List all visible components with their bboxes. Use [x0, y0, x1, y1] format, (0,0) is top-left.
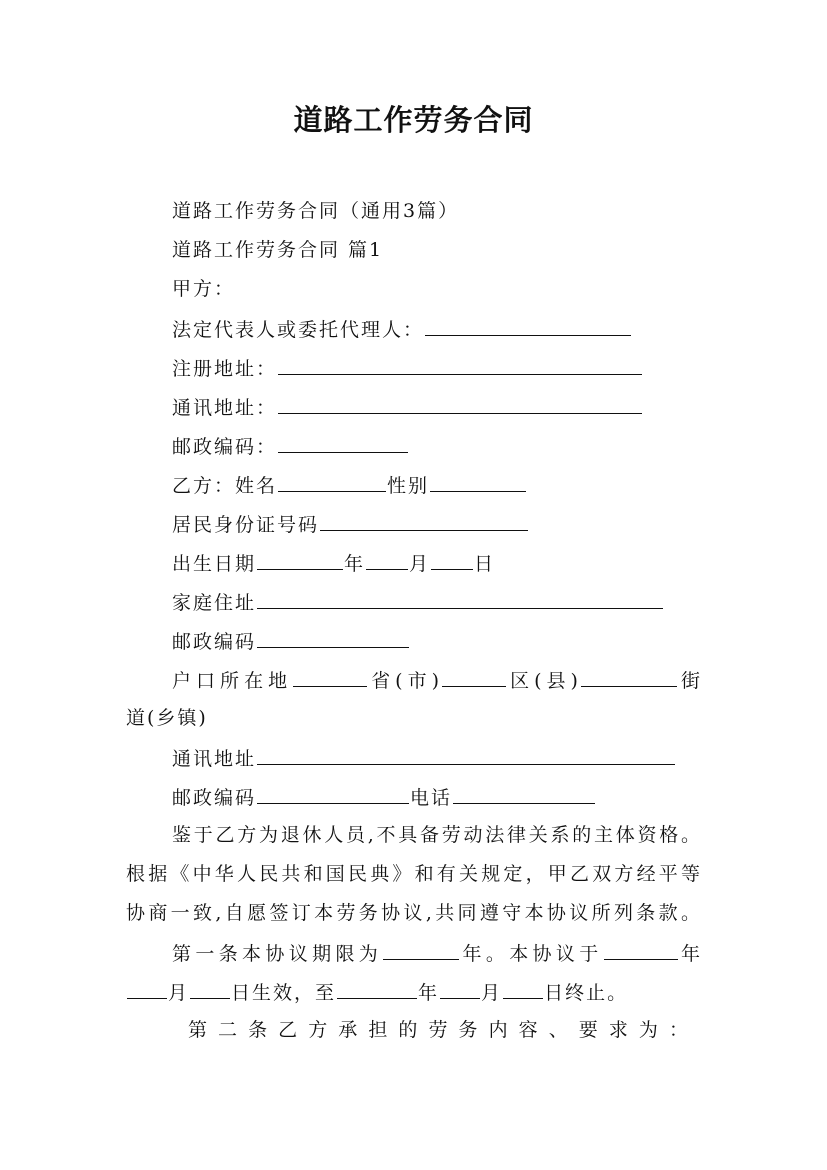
start-year-char: 年	[678, 943, 702, 965]
gender-blank	[430, 469, 526, 492]
end-month-blank	[440, 976, 480, 999]
year-char: 年	[344, 553, 366, 575]
mail-addr-blank	[278, 391, 642, 414]
id-blank	[320, 508, 528, 531]
end-year-blank	[337, 976, 417, 999]
document-title: 道路工作劳务合同	[293, 103, 534, 137]
article2-line: 第二条乙方承担的劳务内容、要求为：	[188, 1019, 690, 1041]
mail-addr-label: 通讯地址：	[172, 397, 278, 419]
art1-b: 年。本协议于	[460, 943, 603, 965]
birth-year-blank	[257, 547, 343, 570]
article1-line2	[126, 976, 628, 1006]
mail-addr2-row	[172, 742, 676, 772]
reg-addr-blank	[278, 352, 642, 375]
start-year-blank	[604, 937, 678, 960]
day-char: 日	[474, 553, 496, 575]
para1-line3: 协商一致,自愿签订本劳务协议,共同遵守本协议所列条款。	[126, 902, 702, 924]
postcode2-row	[172, 625, 410, 655]
province-blank	[293, 664, 367, 687]
para1-text-1: 鉴于乙方为退休人员,不具备劳动法律关系的主体资格。	[172, 824, 702, 846]
postcode3-label: 邮政编码	[172, 787, 257, 809]
term-years-blank	[383, 937, 459, 960]
postcode2-label: 邮政编码	[172, 631, 257, 653]
postcode3-row	[172, 781, 596, 811]
birth-day-blank	[431, 547, 473, 570]
reg-addr-label: 注册地址：	[172, 358, 278, 380]
id-row	[172, 508, 529, 538]
legal-rep-row	[172, 313, 632, 343]
party-b-name-label: 乙方：姓名	[172, 475, 278, 497]
mail-addr2-blank	[257, 742, 675, 765]
postcode-label: 邮政编码：	[172, 436, 278, 458]
gender-label: 性别	[387, 475, 430, 497]
street-blank	[581, 664, 677, 687]
mail-addr2-label: 通讯地址	[172, 748, 257, 770]
hukou-label: 户口所在地	[172, 670, 293, 692]
phone-blank	[453, 781, 595, 804]
birth-row	[172, 547, 495, 577]
reg-addr-row	[172, 352, 643, 382]
postcode3-blank	[257, 781, 409, 804]
art1-c: 日生效，至	[231, 982, 337, 1004]
start-day-blank	[190, 976, 230, 999]
article1-line1	[126, 937, 702, 967]
para1-line2: 根据《中华人民共和国民典》和有关规定，甲乙双方经平等	[126, 863, 702, 885]
part-heading: 道路工作劳务合同 篇1	[172, 239, 384, 261]
legal-rep-label: 法定代表人或委托代理人：	[172, 319, 425, 341]
para1-line1	[126, 820, 702, 850]
end-year-char: 年	[418, 982, 440, 1004]
district-blank	[442, 664, 506, 687]
province-label: 省(市)	[368, 670, 442, 692]
birth-label: 出生日期	[172, 553, 257, 575]
month-char: 月	[409, 553, 431, 575]
home-addr-label: 家庭住址	[172, 592, 257, 614]
art1-d: 日终止。	[544, 982, 629, 1004]
party-b-row	[172, 469, 527, 499]
hukou-row	[126, 664, 702, 694]
start-month-char: 月	[168, 982, 190, 1004]
name-blank	[278, 469, 386, 492]
party-a-label: 甲方：	[172, 278, 236, 300]
doc-subtitle: 道路工作劳务合同（通用3篇）	[172, 200, 460, 222]
home-addr-row	[172, 586, 664, 616]
postcode2-blank	[257, 625, 409, 648]
mail-addr-row	[172, 391, 643, 421]
street-char: 街	[677, 670, 702, 692]
start-month-blank	[127, 976, 167, 999]
legal-rep-blank	[425, 313, 631, 336]
postcode-blank	[278, 430, 408, 453]
art1-a: 第一条本协议期限为	[172, 943, 383, 965]
postcode-row	[172, 430, 409, 460]
home-addr-blank	[257, 586, 663, 609]
district-label: 区(县)	[507, 670, 580, 692]
township-row: 道(乡镇)	[126, 707, 208, 729]
birth-month-blank	[366, 547, 408, 570]
id-label: 居民身份证号码	[172, 514, 320, 536]
end-day-blank	[503, 976, 543, 999]
phone-label: 电话	[410, 787, 453, 809]
end-month-char: 月	[481, 982, 503, 1004]
